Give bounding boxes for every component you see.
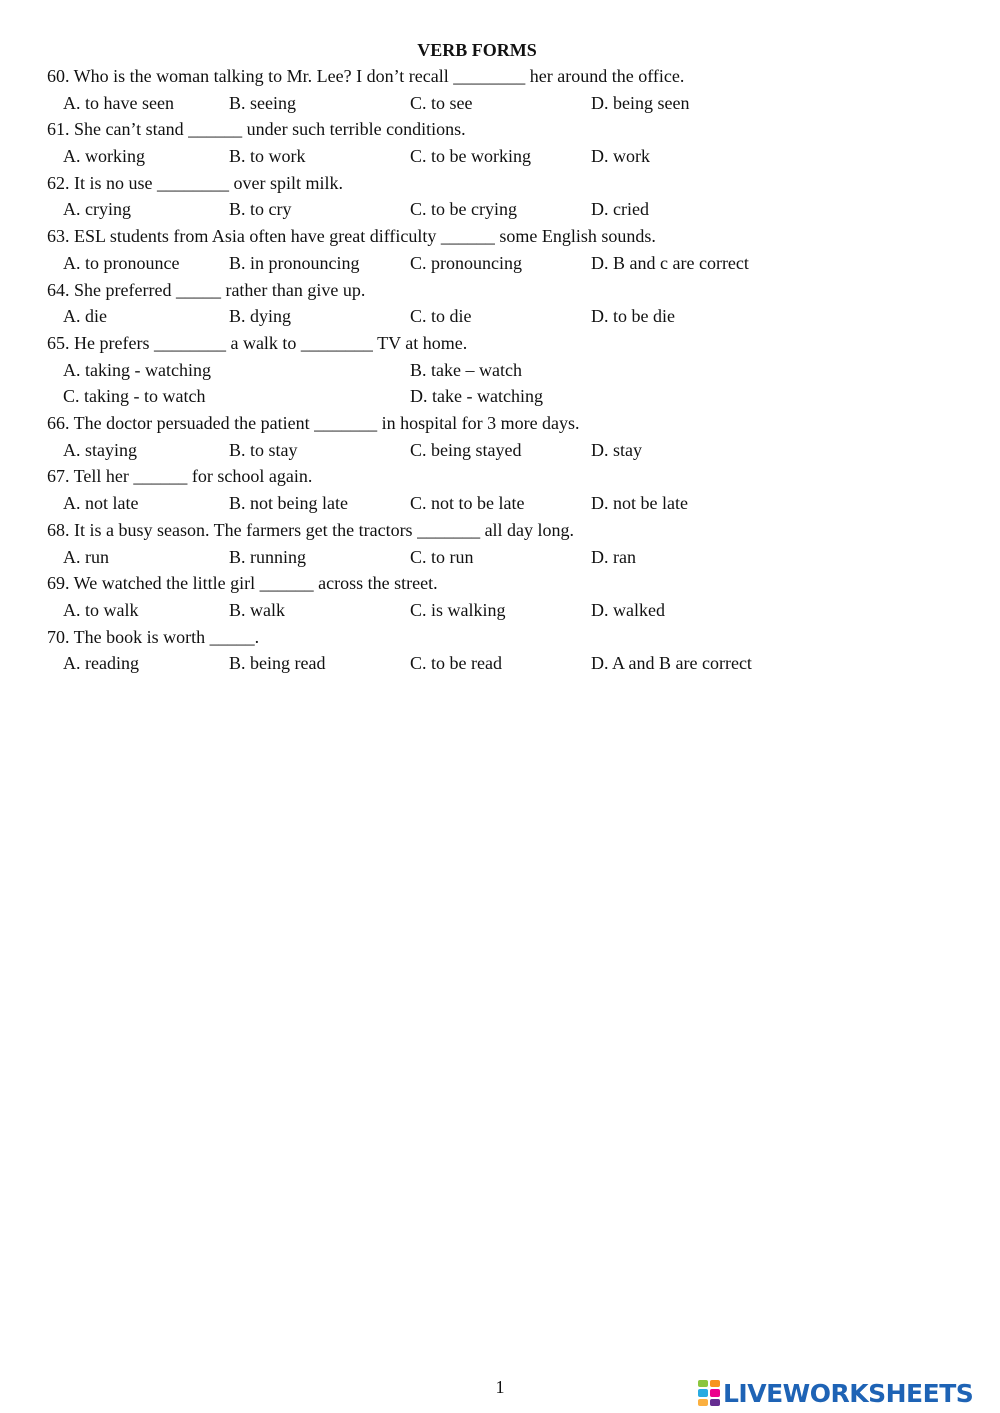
option-b[interactable]: B. dying xyxy=(229,306,292,327)
question-63: 63. ESL students from Asia often have great difficulty ______ some English sounds. xyxy=(47,226,656,247)
option-a[interactable]: A. working xyxy=(63,146,145,167)
option-c[interactable]: C. to die xyxy=(410,306,472,327)
question-67: 67. Tell her ______ for school again. xyxy=(47,466,313,487)
option-c[interactable]: C. to be crying xyxy=(410,199,517,220)
option-d[interactable]: D. take - watching xyxy=(410,386,543,407)
options-64 xyxy=(47,303,947,330)
option-a[interactable]: A. not late xyxy=(63,493,139,514)
options-70 xyxy=(47,650,947,677)
logo-tile xyxy=(698,1399,708,1406)
option-a[interactable]: A. run xyxy=(63,546,109,567)
question-65: 65. He prefers ________ a walk to ________ TV at home. xyxy=(47,332,468,353)
option-b[interactable]: B. take – watch xyxy=(410,359,522,380)
logo-tile xyxy=(698,1380,708,1387)
option-c[interactable]: C. pronouncing xyxy=(410,252,522,273)
option-d[interactable]: D. work xyxy=(591,146,650,167)
option-c[interactable]: C. to be read xyxy=(410,653,502,674)
option-c[interactable]: C. to see xyxy=(410,92,473,113)
question-66: 66. The doctor persuaded the patient _______ in hospital for 3 more days. xyxy=(47,413,580,434)
option-b[interactable]: B. running xyxy=(229,546,307,567)
question-70: 70. The book is worth _____. xyxy=(47,626,260,647)
worksheet-title: VERB FORMS xyxy=(417,40,537,60)
option-d[interactable]: D. walked xyxy=(591,599,665,620)
options-63 xyxy=(47,250,947,277)
option-d[interactable]: D. being seen xyxy=(591,92,690,113)
options-67 xyxy=(47,490,947,517)
option-b[interactable]: B. seeing xyxy=(229,92,296,113)
options-68 xyxy=(47,544,947,571)
option-a[interactable]: A. die xyxy=(63,306,107,327)
option-c[interactable]: C. is walking xyxy=(410,599,506,620)
options-61 xyxy=(47,143,947,170)
options-60 xyxy=(47,90,947,117)
option-c[interactable]: C. not to be late xyxy=(410,493,525,514)
option-b[interactable]: B. to cry xyxy=(229,199,292,220)
option-a[interactable]: A. reading xyxy=(63,653,139,674)
option-d[interactable]: D. ran xyxy=(591,546,636,567)
option-b[interactable]: B. to stay xyxy=(229,439,298,460)
option-b[interactable]: B. in pronouncing xyxy=(229,252,360,273)
question-list xyxy=(47,63,947,677)
options-65-row1 xyxy=(47,357,947,384)
option-d[interactable]: D. stay xyxy=(591,439,642,460)
logo-mark-icon xyxy=(698,1380,720,1406)
logo-text: LIVEWORKSHEETS xyxy=(723,1378,974,1408)
option-c[interactable]: C. taking - to watch xyxy=(63,386,206,407)
liveworksheets-logo xyxy=(698,1376,973,1410)
option-d[interactable]: D. to be die xyxy=(591,306,675,327)
option-d[interactable]: D. A and B are correct xyxy=(591,653,752,674)
question-60: 60. Who is the woman talking to Mr. Lee? I don’t recall ________ her around the office. xyxy=(47,66,685,86)
option-b[interactable]: B. being read xyxy=(229,653,326,674)
logo-tile xyxy=(698,1389,708,1396)
options-66 xyxy=(47,437,947,464)
logo-tile xyxy=(710,1399,720,1406)
logo-tile xyxy=(710,1380,720,1387)
options-62 xyxy=(47,196,947,223)
logo-tile xyxy=(710,1389,720,1396)
option-a[interactable]: A. staying xyxy=(63,439,137,460)
options-69 xyxy=(47,597,947,624)
question-62: 62. It is no use ________ over spilt milk. xyxy=(47,172,343,193)
question-68: 68. It is a busy season. The farmers get the tractors _______ all day long. xyxy=(47,519,575,540)
option-d[interactable]: D. not be late xyxy=(591,493,688,514)
question-64: 64. She preferred _____ rather than give up. xyxy=(47,279,366,300)
options-65-row2 xyxy=(47,383,947,410)
option-d[interactable]: D. cried xyxy=(591,199,649,220)
option-a[interactable]: A. taking - watching xyxy=(63,359,211,380)
question-61: 61. She can’t stand ______ under such terrible conditions. xyxy=(47,119,466,140)
question-69: 69. We watched the little girl ______ across the street. xyxy=(47,573,438,594)
option-c[interactable]: C. to run xyxy=(410,546,474,567)
option-c[interactable]: C. to be working xyxy=(410,146,531,167)
option-d[interactable]: D. B and c are correct xyxy=(591,252,749,273)
option-b[interactable]: B. walk xyxy=(229,599,285,620)
option-a[interactable]: A. crying xyxy=(63,199,131,220)
option-c[interactable]: C. being stayed xyxy=(410,439,522,460)
option-b[interactable]: B. to work xyxy=(229,146,306,167)
option-a[interactable]: A. to walk xyxy=(63,599,139,620)
page-number: 1 xyxy=(495,1377,505,1397)
option-a[interactable]: A. to pronounce xyxy=(63,252,180,273)
option-a[interactable]: A. to have seen xyxy=(63,92,174,113)
option-b[interactable]: B. not being late xyxy=(229,493,348,514)
